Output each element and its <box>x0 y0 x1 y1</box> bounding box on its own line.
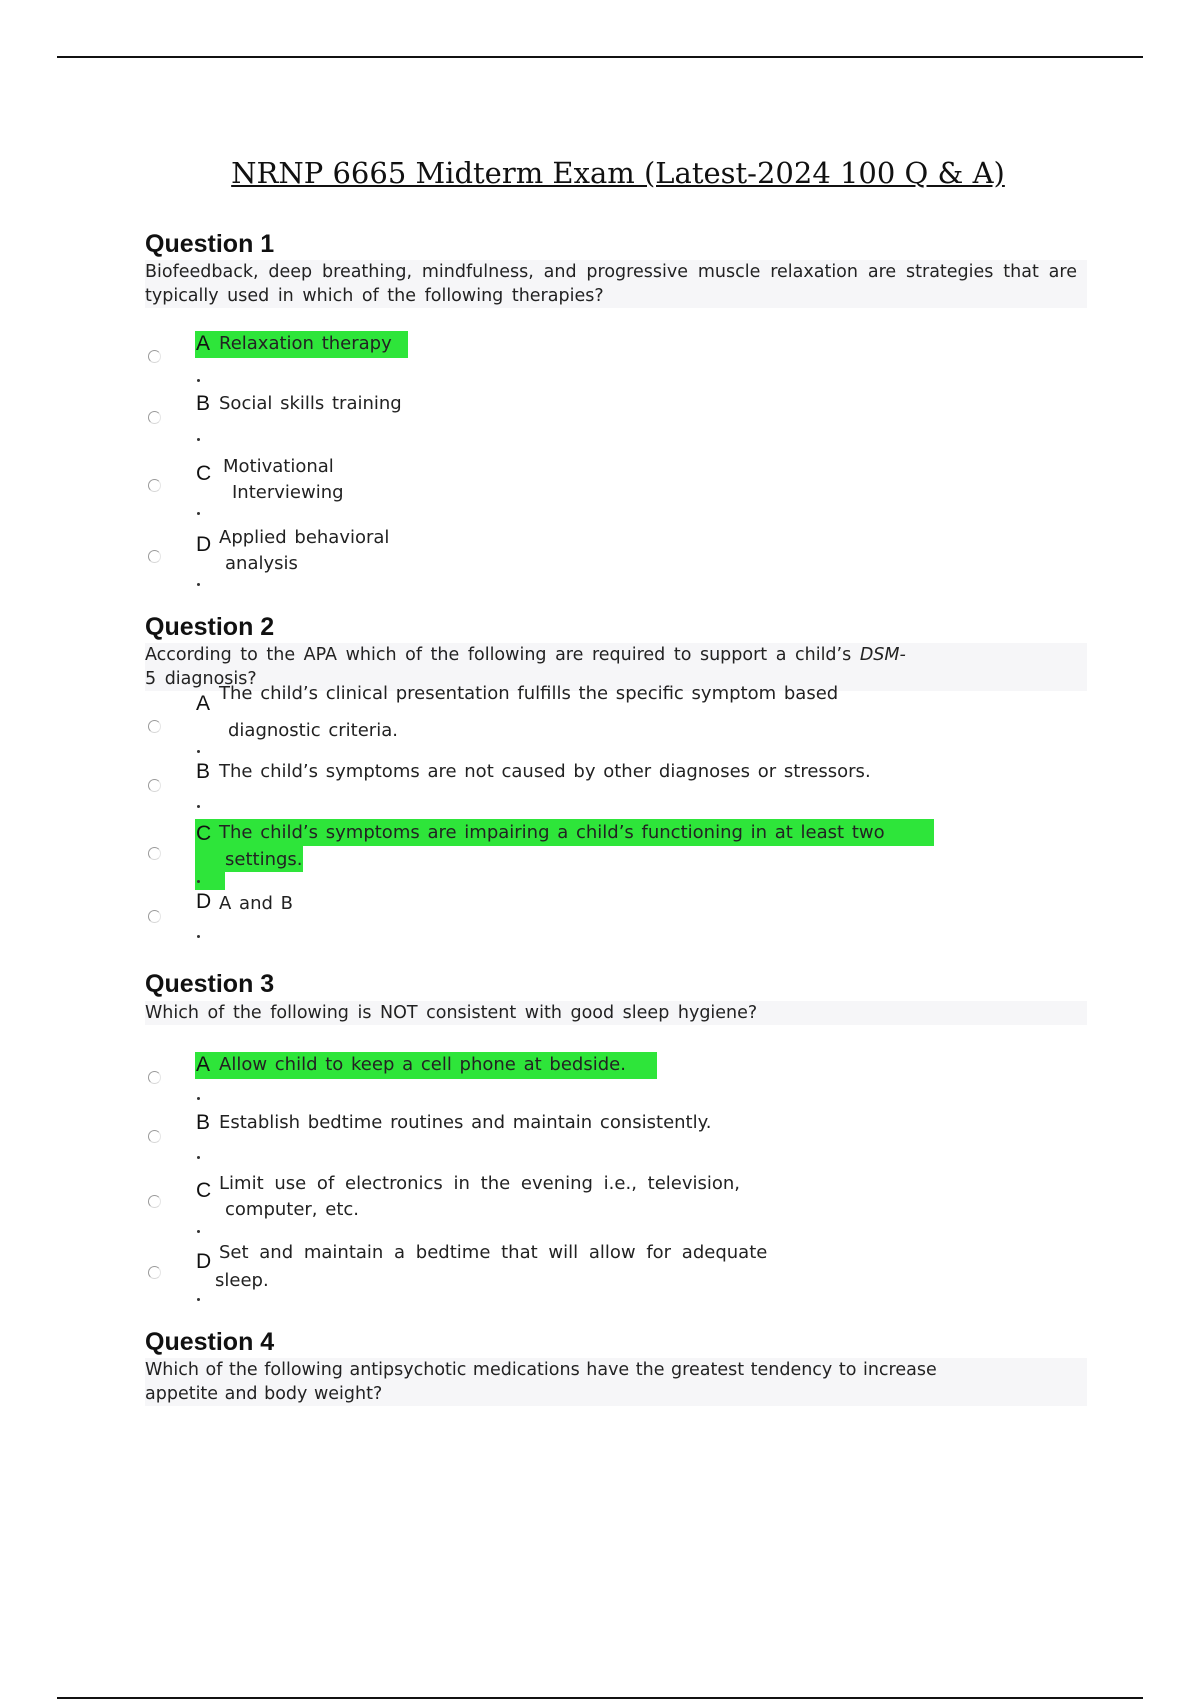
option-letter: B <box>196 392 211 415</box>
question-3-heading: Question 3 <box>145 970 275 998</box>
option-text-line-1: Limit use of electronics in the evening i.e., television, <box>219 1173 741 1194</box>
option-dot <box>197 512 200 515</box>
option-text-line-1: Set and maintain a bedtime that will allow for adequate <box>219 1242 768 1263</box>
radio-button[interactable] <box>148 1130 161 1143</box>
page-title: NRNP 6665 Midterm Exam (Latest-2024 100 Q & A) <box>231 156 1005 190</box>
option-dot <box>197 805 200 808</box>
radio-button[interactable] <box>148 350 161 363</box>
option-dot <box>197 583 200 586</box>
option-letter: B <box>196 760 211 783</box>
option-text-line-1: Applied behavioral <box>219 527 390 548</box>
option-text: Relaxation therapy <box>219 333 392 354</box>
option-letter: C <box>196 822 212 845</box>
option-letter: D <box>196 890 212 913</box>
option-text: Establish bedtime routines and maintain consistently. <box>219 1112 712 1133</box>
radio-button[interactable] <box>148 910 161 923</box>
option-text-line-2: computer, etc. <box>225 1199 360 1220</box>
option-text-line-1: The child’s clinical presentation fulfills the specific symptom based <box>219 683 839 704</box>
option-letter: C <box>196 1179 212 1202</box>
option-dot <box>197 1156 200 1159</box>
question-4-text <box>145 1358 1087 1406</box>
question-1-text: Biofeedback, deep breathing, mindfulness, and progressive muscle relaxation are strategies that are typically used in which of the following therapies? <box>145 260 1087 308</box>
option-text: A and B <box>219 893 293 914</box>
option-letter: A <box>196 692 211 715</box>
option-letter: D <box>196 1250 212 1273</box>
option-dot <box>197 880 200 883</box>
option-letter: C <box>196 462 212 485</box>
option-letter: A <box>196 1053 211 1076</box>
question-3-text: Which of the following is NOT consistent with good sleep hygiene? <box>145 1001 1087 1025</box>
radio-button[interactable] <box>148 847 161 860</box>
option-text: The child’s symptoms are not caused by other diagnoses or stressors. <box>219 761 871 782</box>
question-2-text-italic: DSM- <box>859 645 906 665</box>
question-4-heading: Question 4 <box>145 1328 275 1356</box>
option-letter: B <box>196 1111 211 1134</box>
option-text: Allow child to keep a cell phone at bedside. <box>219 1054 626 1075</box>
bottom-rule <box>57 1697 1143 1699</box>
option-text-line-2: diagnostic criteria. <box>228 720 398 741</box>
option-dot <box>197 935 200 938</box>
radio-button[interactable] <box>148 479 161 492</box>
question-4-text-line-1: Which of the following antipsychotic medications have the greatest tendency to increase <box>145 1360 937 1380</box>
option-dot <box>197 750 200 753</box>
question-4-text-line-2: appetite and body weight? <box>145 1384 383 1404</box>
radio-button[interactable] <box>148 1266 161 1279</box>
top-rule <box>57 56 1143 58</box>
option-letter: D <box>196 533 212 556</box>
option-dot <box>197 1097 200 1100</box>
question-2-text-line-1: According to the APA which of the following are required to support a child’s <box>145 645 852 665</box>
question-2-text-line-2: 5 diagnosis? <box>145 669 257 689</box>
radio-button[interactable] <box>148 1071 161 1084</box>
option-text-line-2: settings. <box>225 849 303 870</box>
option-dot <box>197 1298 200 1301</box>
option-text-line-1: The child’s symptoms are impairing a child’s functioning in at least two <box>219 822 885 843</box>
option-dot <box>197 438 200 441</box>
option-text-line-2: sleep. <box>215 1270 269 1291</box>
radio-button[interactable] <box>148 779 161 792</box>
option-dot <box>197 379 200 382</box>
radio-button[interactable] <box>148 1195 161 1208</box>
question-1-heading: Question 1 <box>145 230 275 258</box>
radio-button[interactable] <box>148 720 161 733</box>
option-dot <box>197 1230 200 1233</box>
radio-button[interactable] <box>148 550 161 563</box>
option-text-line-2: Interviewing <box>232 482 344 503</box>
option-text-line-1: Motivational <box>223 456 334 477</box>
option-text: Social skills training <box>219 393 402 414</box>
option-text-line-2: analysis <box>225 553 298 574</box>
radio-button[interactable] <box>148 411 161 424</box>
question-2-heading: Question 2 <box>145 613 275 641</box>
option-letter: A <box>196 332 211 355</box>
